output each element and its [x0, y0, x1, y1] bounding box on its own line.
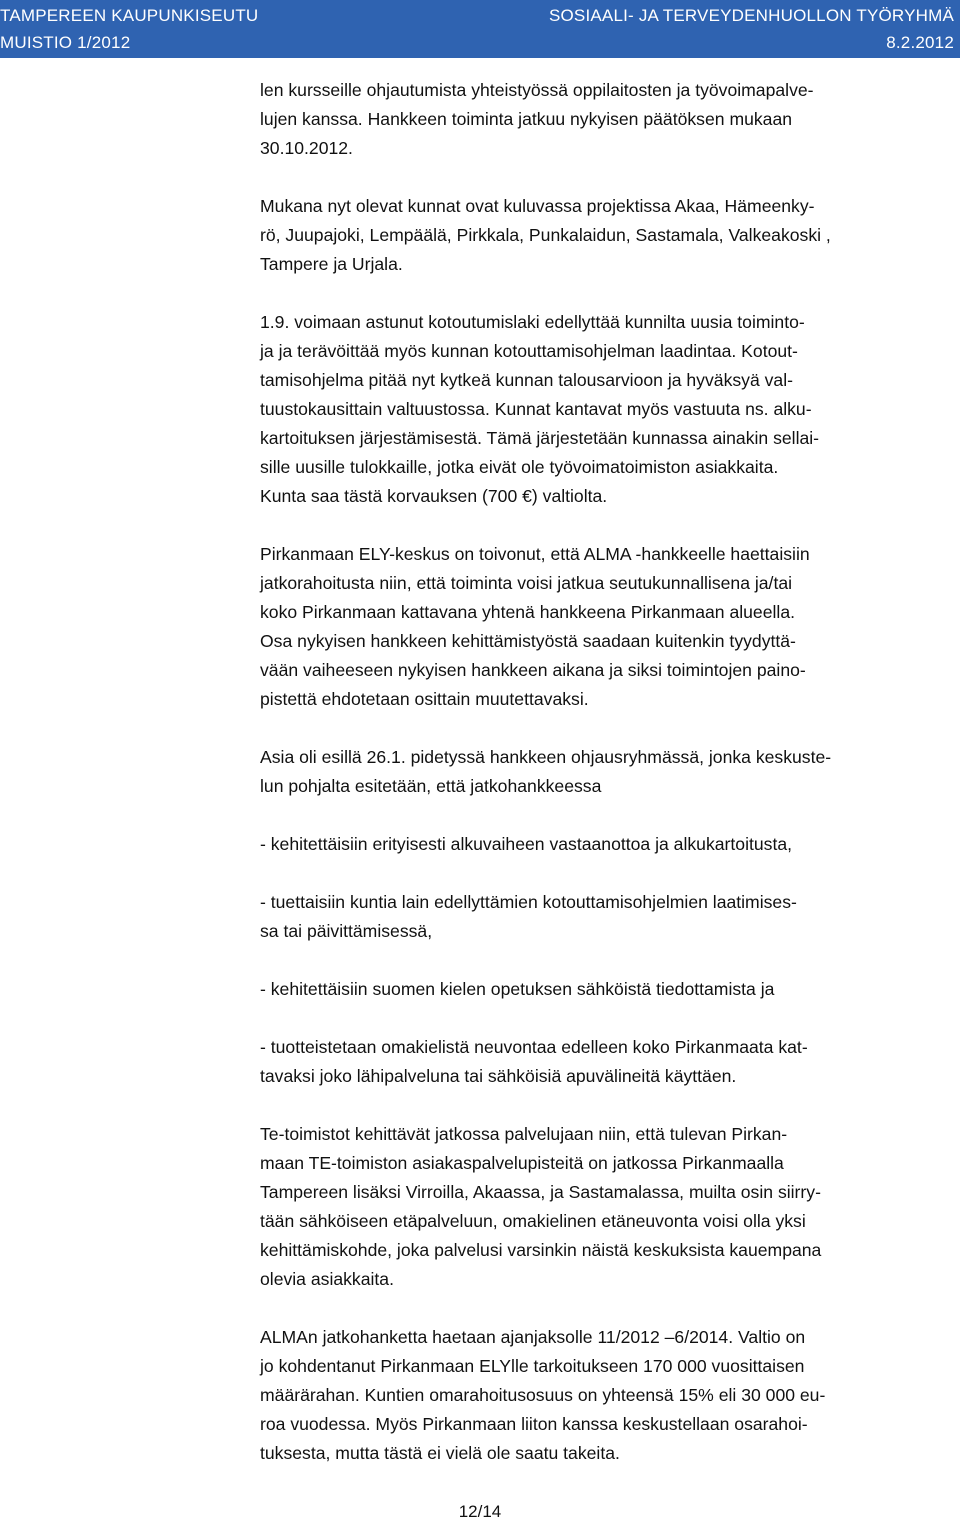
text-line: jo kohdentanut Pirkanmaan ELYlle tarkoitukseen 170 000 vuosittaisen: [260, 1356, 805, 1376]
text-line: tään sähköiseen etäpalveluun, omakielinen etäneuvonta voisi olla yksi: [260, 1211, 806, 1231]
text-line: Kunta saa tästä korvauksen (700 €) valtiolta.: [260, 486, 608, 506]
text-line: jatkorahoitusta niin, että toiminta voisi jatkua seutukunnallisena ja/tai: [260, 573, 793, 593]
paragraph-integration-law: [260, 308, 950, 511]
text-line: maan TE-toimiston asiakaspalvelupisteitä on jatkossa Pirkanmaalla: [260, 1153, 784, 1173]
text-line: lujen kanssa. Hankkeen toiminta jatkuu nykyisen päätöksen mukaan: [260, 109, 793, 129]
text-line: - tuettaisiin kuntia lain edellyttämien kotouttamisohjelmien laatimises-: [260, 892, 797, 912]
text-line: - kehitettäisiin erityisesti alkuvaiheen vastaanottoa ja alkukartoitusta,: [260, 834, 793, 854]
header-line-1: [0, 3, 960, 29]
text-line: lun pohjalta esitetään, että jatkohankkeessa: [260, 776, 602, 796]
text-line: tamisohjelma pitää nyt kytkeä kunnan talousarvioon ja hyväksyä val-: [260, 370, 793, 390]
paragraph-municipalities: [260, 192, 950, 279]
text-line: Tampere ja Urjala.: [260, 254, 403, 274]
text-line: sa tai päivittämisessä,: [260, 921, 433, 941]
page-number: 12/14: [458, 1502, 502, 1521]
text-line: tuustokausittain valtuustossa. Kunnat kantavat myös vastuuta ns. alku-: [260, 399, 812, 419]
text-line: 30.10.2012.: [260, 138, 353, 158]
header-working-group: SOSIAALI- JA TERVEYDENHUOLLON TYÖRYHMÄ: [548, 6, 954, 25]
text-line: - kehitettäisiin suomen kielen opetuksen sähköistä tiedottamista ja: [260, 979, 775, 999]
bullet-integration-programmes: [260, 888, 950, 946]
text-line: rö, Juupajoki, Lempäälä, Pirkkala, Punkalaidun, Sastamala, Valkeakoski ,: [260, 225, 831, 245]
text-line: 1.9. voimaan astunut kotoutumislaki edellyttää kunnilta uusia toiminto-: [260, 312, 805, 332]
header-line-2: [0, 30, 960, 56]
text-line: Asia oli esillä 26.1. pidetyssä hankkeen ohjausryhmässä, jonka keskuste-: [260, 747, 832, 767]
header-date: 8.2.2012: [886, 33, 954, 52]
document-header: [0, 0, 960, 58]
text-line: ja ja terävöittää myös kunnan kotouttamisohjelman laadintaa. Kotout-: [260, 341, 798, 361]
text-line: kartoituksen järjestämisestä. Tämä järjestetään kunnassa ainakin sellai-: [260, 428, 820, 448]
paragraph-te-offices: [260, 1120, 950, 1294]
paragraph-courses: [260, 76, 950, 163]
text-line: Pirkanmaan ELY-keskus on toivonut, että ALMA -hankkeelle haettaisiin: [260, 544, 810, 564]
text-line: olevia asiakkaita.: [260, 1269, 394, 1289]
text-line: - tuotteistetaan omakielistä neuvontaa edelleen koko Pirkanmaata kat-: [260, 1037, 808, 1057]
bullet-finnish-teaching: [260, 975, 950, 1004]
text-line: Te-toimistot kehittävät jatkossa palvelujaan niin, että tulevan Pirkan-: [260, 1124, 788, 1144]
paragraph-alma-funding: [260, 1323, 950, 1468]
paragraph-steering-group: [260, 743, 950, 801]
bullet-initial-reception: [260, 830, 950, 859]
document-body: [260, 76, 950, 1468]
text-line: määrärahan. Kuntien omarahoitusosuus on yhteensä 15% eli 30 000 eu-: [260, 1385, 826, 1405]
text-line: vään vaiheeseen nykyisen hankkeen aikana ja siksi toimintojen paino-: [260, 660, 806, 680]
header-organization: TAMPEREEN KAUPUNKISEUTU: [0, 6, 259, 25]
text-line: kehittämiskohde, joka palvelusi varsinkin näistä keskuksista kauempana: [260, 1240, 822, 1260]
text-line: len kursseille ohjautumista yhteistyössä oppilaitosten ja työvoimapalve-: [260, 80, 814, 100]
text-line: tuksesta, mutta tästä ei vielä ole saatu takeita.: [260, 1443, 620, 1463]
header-memo-number: MUISTIO 1/2012: [0, 33, 131, 52]
text-line: pistettä ehdotetaan osittain muutettavaksi.: [260, 689, 589, 709]
text-line: Osa nykyisen hankkeen kehittämistyöstä saadaan kuitenkin tyydyttä-: [260, 631, 796, 651]
text-line: sille uusille tulokkaille, jotka eivät ole työvoimatoimiston asiakkaita.: [260, 457, 779, 477]
text-line: tavaksi joko lähipalveluna tai sähköisiä apuvälineitä käyttäen.: [260, 1066, 737, 1086]
text-line: koko Pirkanmaan kattavana yhtenä hankkeena Pirkanmaan alueella.: [260, 602, 795, 622]
text-line: ALMAn jatkohanketta haetaan ajanjaksolle 11/2012 –6/2014. Valtio on: [260, 1327, 806, 1347]
text-line: roa vuodessa. Myös Pirkanmaan liiton kanssa keskustellaan osarahoi-: [260, 1414, 808, 1434]
text-line: Tampereen lisäksi Virroilla, Akaassa, ja Sastamalassa, muilta osin siirry-: [260, 1182, 821, 1202]
text-line: Mukana nyt olevat kunnat ovat kuluvassa projektissa Akaa, Hämeenky-: [260, 196, 815, 216]
bullet-native-language-guidance: [260, 1033, 950, 1091]
paragraph-ely-center: [260, 540, 950, 714]
